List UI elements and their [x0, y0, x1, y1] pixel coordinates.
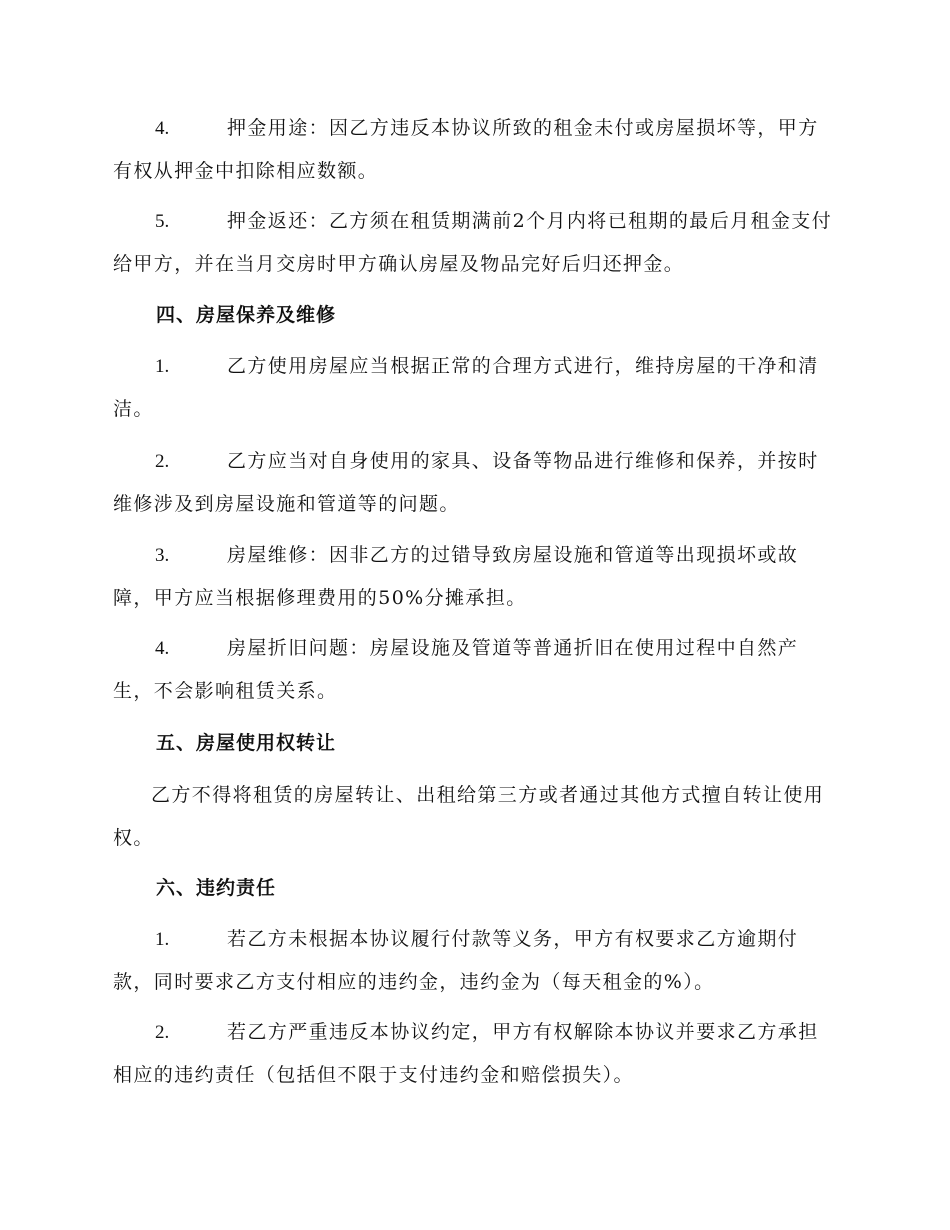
clause-text: 房屋折旧问题：房屋设施及管道等普通折旧在使用过程中自然产生，不会影响租赁关系。 — [113, 637, 799, 702]
clause-number: 1. — [155, 356, 170, 377]
clause-number: 3. — [155, 545, 170, 566]
section-heading-transfer: 五、房屋使用权转让 — [156, 732, 337, 754]
clause-number: 1. — [155, 929, 170, 950]
deposit-usage-clause — [113, 107, 833, 193]
liability-clause-2 — [113, 1011, 833, 1097]
clause-text: 若乙方严重违反本协议约定，甲方有权解除本协议并要求乙方承担相应的违约责任（包括但不限于支付违约金和赔偿损失）。 — [113, 1021, 819, 1086]
clause-number: 2. — [155, 1022, 170, 1043]
deposit-return-clause — [113, 200, 833, 286]
clause-number: 5. — [155, 211, 170, 232]
clause-number: 2. — [155, 451, 170, 472]
liability-clause-1 — [113, 918, 833, 1004]
maintenance-clause-3 — [113, 534, 833, 620]
clause-text: 若乙方未根据本协议履行付款等义务，甲方有权要求乙方逾期付款，同时要求乙方支付相应的违约金，违约金为（每天租金的%）。 — [113, 928, 799, 993]
clause-text: 乙方使用房屋应当根据正常的合理方式进行，维持房屋的干净和清洁。 — [113, 355, 819, 420]
maintenance-clause-1 — [113, 345, 833, 431]
clause-number: 4. — [155, 118, 170, 139]
maintenance-clause-4 — [113, 627, 833, 713]
maintenance-clause-2 — [113, 440, 833, 526]
section-heading-maintenance: 四、房屋保养及维修 — [156, 304, 337, 326]
clause-text: 乙方应当对自身使用的家具、设备等物品进行维修和保养，并按时维修涉及到房屋设施和管道等的问题。 — [113, 450, 819, 515]
clause-text: 房屋维修：因非乙方的过错导致房屋设施和管道等出现损坏或故障，甲方应当根据修理费用的50%分摊承担。 — [113, 544, 799, 609]
clause-number: 4. — [155, 638, 170, 659]
clause-text: 押金返还：乙方须在租赁期满前2个月内将已租期的最后月租金支付给甲方，并在当月交房时甲方确认房屋及物品完好后归还押金。 — [113, 210, 833, 275]
section-heading-liability: 六、违约责任 — [156, 877, 277, 899]
transfer-clause: 乙方不得将租赁的房屋转让、出租给第三方或者通过其他方式擅自转让使用权。 — [113, 784, 825, 849]
clause-text: 押金用途：因乙方违反本协议所致的租金未付或房屋损坏等，甲方有权从押金中扣除相应数额。 — [113, 117, 819, 182]
